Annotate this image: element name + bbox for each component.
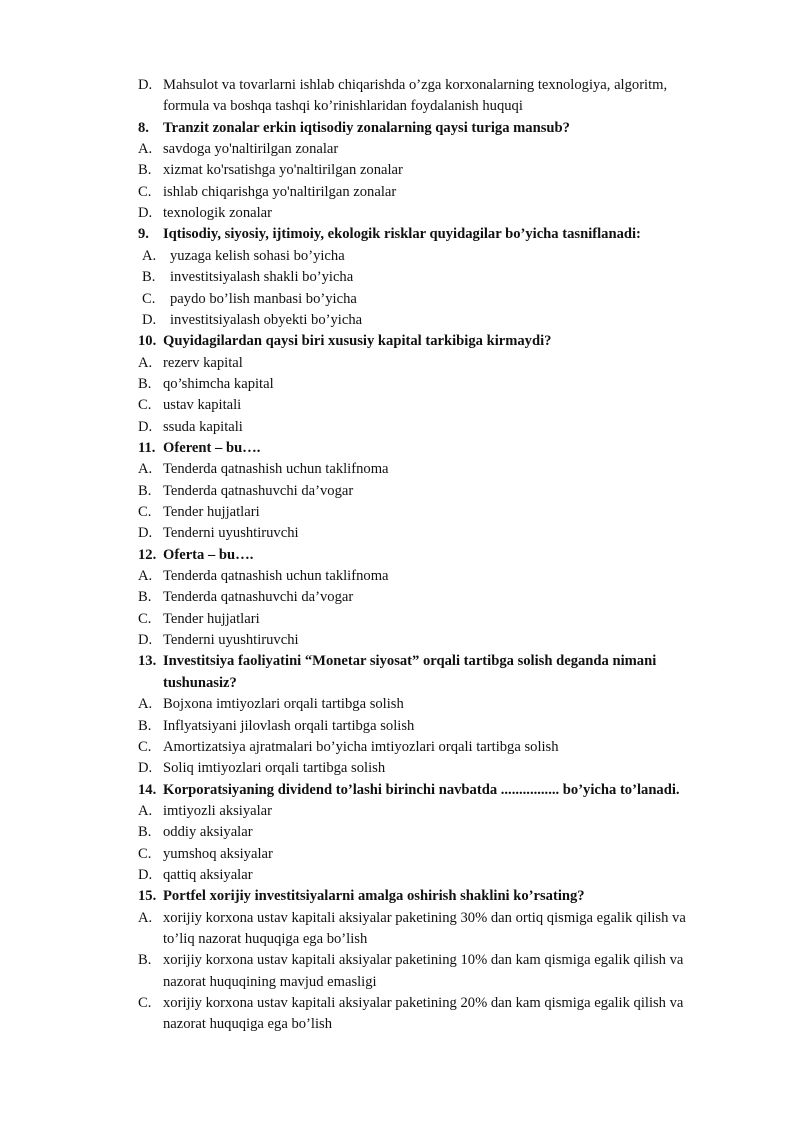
option-letter: B. — [138, 375, 152, 392]
option-letter: D. — [138, 77, 153, 93]
option-text: ishlab chiqarishga yo'naltirilgan zonalar — [163, 183, 397, 200]
option-letter: C. — [142, 290, 156, 307]
question-number: 12. — [138, 546, 157, 563]
option-text: xorijiy korxona ustav kapitali aksiyalar paketining 10% dan kam qismiga egalik qilish va — [163, 952, 684, 969]
option-letter: D. — [142, 311, 157, 328]
option-letter: A. — [138, 354, 153, 371]
question-number: 15. — [138, 888, 157, 905]
option-text: Tender hujjatlari — [163, 610, 260, 627]
option-letter: A. — [142, 247, 157, 264]
option-text: Tenderni uyushtiruvchi — [163, 632, 299, 649]
question-number: 10. — [138, 333, 157, 350]
option-text: ssuda kapitali — [163, 418, 243, 435]
option-letter: B. — [142, 269, 156, 286]
option-letter: A. — [138, 568, 153, 585]
option-text: oddiy aksiyalar — [163, 824, 253, 841]
option-letter: C. — [138, 504, 152, 520]
question-text: Korporatsiyaning dividend to’lashi birinchi navbatda ................ bo’yicha to’lanadi. — [163, 781, 680, 798]
option-letter: D. — [138, 866, 153, 883]
option-text: Tenderda qatnashish uchun taklifnoma — [163, 461, 389, 478]
option-text: ustav kapitali — [163, 397, 242, 414]
option-letter: C. — [138, 845, 152, 862]
option-letter: C. — [138, 397, 152, 414]
question-text: Oferta – bu…. — [163, 546, 254, 563]
option-letter: B. — [138, 482, 152, 499]
question-text: Iqtisodiy, siyosiy, ijtimoiy, ekologik risklar quyidagilar bo’yicha tasniflanadi: — [163, 226, 641, 243]
option-letter: D. — [138, 525, 153, 542]
question-text: Portfel xorijiy investitsiyalarni amalga oshirish shaklini ko’rsating? — [163, 888, 585, 905]
option-text: rezerv kapital — [163, 354, 243, 371]
option-letter: D. — [138, 632, 153, 649]
option-letter: C. — [138, 995, 152, 1012]
option-text: to’liq nazorat huquqiga ega bo’lish — [163, 931, 368, 947]
option-letter: A. — [138, 696, 153, 713]
option-text: yuzaga kelish sohasi bo’yicha — [170, 247, 345, 264]
option-letter: C. — [138, 183, 152, 200]
option-letter: D. — [138, 418, 153, 435]
question-number: 14. — [138, 781, 157, 798]
option-text: formula va boshqa tashqi ko’rinishlaridan foydalanish huquqi — [163, 98, 523, 115]
option-letter: B. — [138, 952, 152, 969]
option-text: Mahsulot va tovarlarni ishlab chiqarishda o’zga korxonalarning texnologiya, algoritm, — [163, 77, 668, 93]
option-text: xorijiy korxona ustav kapitali aksiyalar paketining 20% dan kam qismiga egalik qilish va — [163, 995, 684, 1012]
option-letter: A. — [138, 802, 153, 819]
option-text: Tenderni uyushtiruvchi — [163, 525, 299, 542]
option-text: investitsiyalash shakli bo’yicha — [170, 269, 354, 286]
question-number: 8. — [138, 119, 149, 136]
option-letter: C. — [138, 610, 152, 627]
question-number: 11. — [138, 439, 156, 456]
option-letter: B. — [138, 824, 152, 841]
question-text: Investitsiya faoliyatini “Monetar siyosat” orqali tartibga solish deganda nimani — [163, 653, 657, 670]
question-text: Tranzit zonalar erkin iqtisodiy zonalarning qaysi turiga mansub? — [163, 119, 570, 136]
option-text: Tenderda qatnashuvchi da’vogar — [163, 589, 354, 606]
option-letter: D. — [138, 205, 153, 222]
option-letter: D. — [138, 760, 153, 777]
question-number: 9. — [138, 226, 149, 243]
option-text: xorijiy korxona ustav kapitali aksiyalar paketining 30% dan ortiq qismiga egalik qilish va — [163, 909, 686, 926]
question-text: Quyidagilardan qaysi biri xususiy kapital tarkibiga kirmaydi? — [163, 333, 552, 350]
option-letter: A. — [138, 909, 153, 926]
option-text: Tenderda qatnashuvchi da’vogar — [163, 482, 354, 499]
option-letter: C. — [138, 738, 152, 755]
option-text: nazorat huquqiga ega bo’lish — [163, 1016, 332, 1033]
option-letter: B. — [138, 589, 152, 606]
question-number: 13. — [138, 653, 157, 670]
question-text: tushunasiz? — [163, 674, 237, 691]
option-text: qo’shimcha kapital — [163, 375, 274, 392]
option-letter: A. — [138, 141, 153, 158]
option-text: qattiq aksiyalar — [163, 866, 253, 883]
option-text: savdoga yo'naltirilgan zonalar — [163, 141, 339, 158]
option-text: Soliq imtiyozlari orqali tartibga solish — [163, 760, 386, 777]
option-text: paydo bo’lish manbasi bo’yicha — [170, 290, 357, 307]
option-text: xizmat ko'rsatishga yo'naltirilgan zonalar — [163, 162, 403, 179]
option-text: Tender hujjatlari — [163, 504, 260, 520]
option-letter: B. — [138, 717, 152, 734]
option-letter: A. — [138, 461, 153, 478]
option-text: yumshoq aksiyalar — [163, 845, 273, 862]
option-text: imtiyozli aksiyalar — [163, 802, 273, 819]
question-text: Oferent – bu…. — [163, 439, 261, 456]
option-text: Amortizatsiya ajratmalari bo’yicha imtiyozlari orqali tartibga solish — [163, 738, 559, 755]
option-text: texnologik zonalar — [163, 205, 273, 222]
option-text: nazorat huquqining mavjud emasligi — [163, 973, 377, 990]
option-text: Bojxona imtiyozlari orqali tartibga solish — [163, 696, 404, 713]
option-text: Inflyatsiyani jilovlash orqali tartibga solish — [163, 717, 415, 734]
option-letter: B. — [138, 162, 152, 179]
option-text: Tenderda qatnashish uchun taklifnoma — [163, 568, 389, 585]
option-text: investitsiyalash obyekti bo’yicha — [170, 311, 363, 328]
